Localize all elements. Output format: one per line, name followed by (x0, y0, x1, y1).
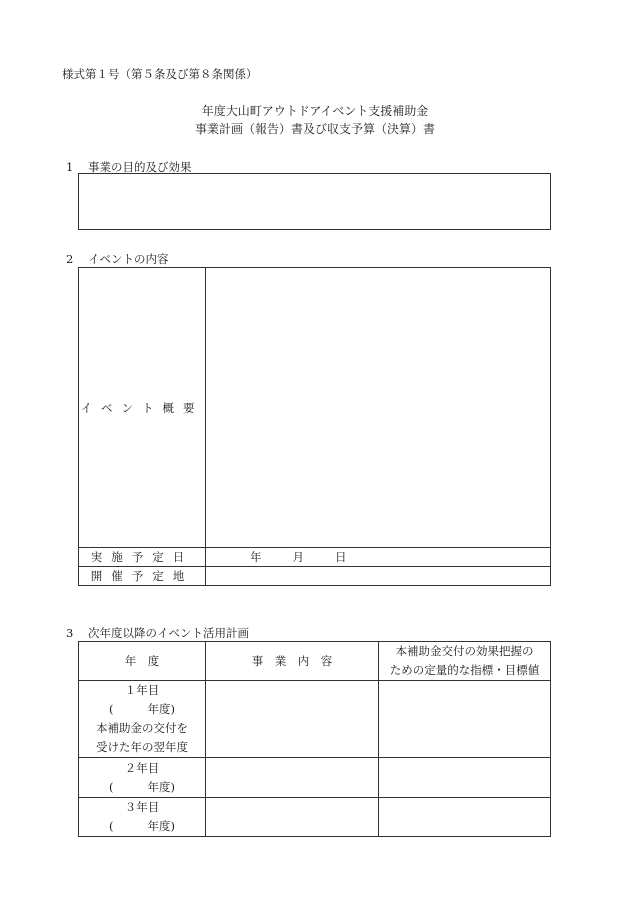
year2-paren-open: ( (109, 779, 114, 794)
section2-heading (66, 251, 169, 267)
year2-content-field[interactable] (206, 758, 379, 798)
year3-paren-close: 年度) (147, 819, 175, 833)
year3-paren-open: ( (109, 819, 114, 833)
year1-fiscal-year[interactable] (87, 700, 197, 719)
year1-note-line2: 受けた年の翌年度 (96, 740, 188, 754)
event-venue-label-cell (79, 567, 206, 586)
year1-content-field[interactable] (206, 681, 379, 758)
year1-cell (79, 681, 206, 758)
event-date-year: 年 (250, 550, 262, 564)
section1-number: 1 (66, 160, 74, 174)
year1-label: １年目 (124, 683, 160, 697)
section3-heading (66, 625, 249, 641)
form-number: 様式第１号（第５条及び第８条関係） (62, 67, 258, 81)
year2-cell (79, 758, 206, 798)
year3-indicator-field[interactable] (379, 798, 551, 837)
col-header-content: 事 業 内 容 (206, 642, 379, 681)
section3-number: 3 (66, 626, 74, 640)
year3-content-field[interactable] (206, 798, 379, 837)
event-overview-field[interactable] (206, 268, 551, 548)
year2-indicator-field[interactable] (379, 758, 551, 798)
event-overview-label-cell (79, 268, 206, 548)
col-header-indicator-line1: 本補助金交付の効果把握の (395, 644, 534, 658)
purpose-effect-field[interactable] (78, 173, 551, 230)
event-venue-label: 開催予定地 (90, 569, 194, 583)
year1-note-line1: 本補助金の交付を (96, 721, 188, 735)
year2-label: ２年目 (124, 760, 160, 775)
year2-fiscal-year[interactable] (87, 778, 197, 797)
document-title-line1: 年度大山町アウトドアイベント支援補助金 (201, 104, 429, 118)
year1-paren-open: ( (109, 702, 114, 716)
year1-paren-close: 年度) (147, 702, 175, 716)
year2-paren-close: 年度) (147, 779, 175, 794)
year3-fiscal-year[interactable] (87, 817, 197, 836)
col-header-indicator-line2: ための定量的な指標・目標値 (389, 663, 540, 677)
document-title-line2: 事業計画（報告）書及び収支予算（決算）書 (194, 122, 435, 136)
col-header-indicator (379, 642, 551, 681)
year3-label: ３年目 (124, 800, 160, 814)
event-date-day: 日 (335, 550, 347, 564)
section1-title: 事業の目的及び効果 (88, 160, 192, 174)
section2-title: イベントの内容 (88, 252, 169, 266)
event-date-month: 月 (292, 550, 304, 564)
year3-cell (79, 798, 206, 837)
event-details-table (78, 267, 551, 586)
year1-indicator-field[interactable] (379, 681, 551, 758)
col-header-year: 年 度 (79, 642, 206, 681)
future-plan-table (78, 641, 551, 837)
event-venue-field[interactable] (206, 567, 551, 586)
section2-number: 2 (66, 252, 74, 266)
section3-title: 次年度以降のイベント活用計画 (88, 626, 249, 640)
event-date-field[interactable] (206, 548, 551, 567)
event-date-label-cell (79, 548, 206, 567)
event-overview-label: イベント概要 (80, 400, 204, 415)
event-date-label: 実施予定日 (90, 550, 194, 564)
